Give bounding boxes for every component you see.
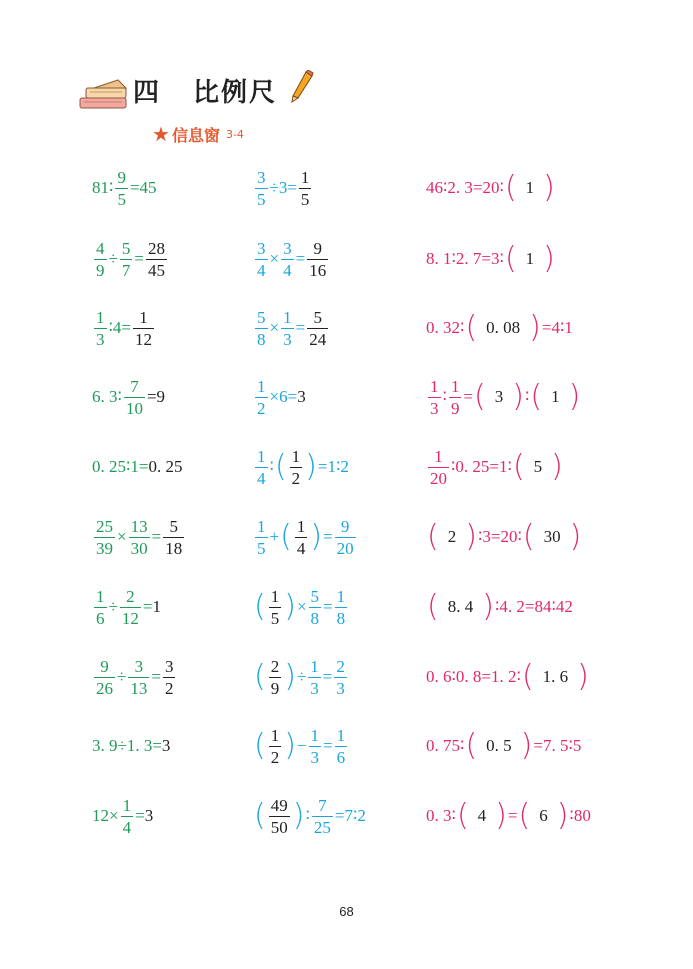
answer-value: 6 [539, 806, 548, 825]
denominator: 4 [257, 260, 266, 280]
denominator: 5 [300, 189, 310, 209]
fraction [124, 378, 145, 417]
bracket: ) [482, 589, 494, 624]
denominator: 4 [283, 260, 292, 280]
denominator: 10 [125, 398, 143, 418]
expression-text: 3 [161, 736, 171, 755]
exercise-10-c2 [253, 791, 366, 841]
pencil-icon [290, 70, 314, 104]
exercise-10-c1 [92, 791, 153, 841]
answer-value: 4 [477, 806, 487, 825]
denominator: 5 [270, 608, 280, 628]
expression-text: =4∶1 [541, 318, 573, 337]
numerator: 4 [96, 238, 105, 258]
fraction [449, 378, 462, 417]
denominator: 4 [296, 538, 306, 558]
numerator: 1 [257, 446, 266, 466]
exercise-8-c3 [426, 652, 590, 702]
bracket: ( [254, 659, 266, 694]
exercise-6-c1 [92, 512, 186, 562]
denominator: 3 [310, 678, 319, 698]
expression-text: × [296, 597, 307, 616]
denominator: 50 [270, 817, 288, 837]
bracket: ( [530, 379, 543, 414]
expression-text: ∶80 [569, 806, 591, 825]
expression-text: ∶ [442, 387, 447, 406]
exercise-6-c3 [426, 512, 582, 562]
numerator: 7 [318, 795, 327, 815]
fraction [163, 518, 184, 557]
fraction [299, 169, 312, 208]
bracket: ) [310, 519, 323, 554]
fraction [163, 658, 176, 697]
bracket: ) [512, 379, 524, 414]
denominator: 4 [257, 468, 266, 488]
bracket: ) [569, 519, 582, 554]
answer-value: 0. 08 [486, 318, 521, 337]
expression-text: ×6= [269, 387, 298, 406]
bracket: ( [274, 449, 287, 484]
denominator: 3 [336, 678, 345, 698]
chapter-header [78, 70, 338, 118]
expression-text: ∶4. 2=84∶42 [494, 597, 573, 616]
expression-text: ∶ [524, 387, 530, 406]
chapter-number: 四 [133, 78, 160, 108]
denominator: 13 [130, 678, 148, 698]
bracket: ) [292, 798, 305, 833]
denominator: 2 [164, 678, 174, 698]
expression-text: = [134, 249, 144, 268]
expression-text: =7∶2 [334, 806, 366, 825]
fraction [281, 240, 294, 279]
exercise-7-c3 [426, 582, 573, 632]
numerator: 28 [147, 238, 165, 258]
numerator: 49 [270, 795, 288, 815]
expression-text: = [135, 806, 145, 825]
numerator: 3 [164, 656, 174, 676]
bracket: ) [305, 449, 317, 484]
fraction [255, 169, 268, 208]
fraction [255, 448, 268, 487]
fraction [120, 240, 133, 279]
expression-text: + [269, 527, 280, 546]
fraction [255, 309, 268, 348]
denominator: 6 [336, 747, 346, 767]
expression-text: × [269, 318, 280, 337]
exercise-1-c2 [253, 163, 313, 213]
exercise-6-c2 [253, 512, 358, 562]
fraction [94, 309, 107, 348]
denominator: 3 [96, 329, 105, 349]
bracket: ) [529, 310, 541, 345]
expression-text: − [296, 736, 307, 755]
denominator: 8 [336, 608, 346, 628]
bracket: ( [518, 798, 531, 833]
numerator: 1 [310, 656, 319, 676]
numerator: 1 [430, 376, 439, 396]
denominator: 5 [257, 189, 266, 209]
answer-value: 0. 5 [486, 736, 512, 755]
expression-text: = [323, 597, 333, 616]
numerator: 7 [130, 376, 139, 396]
fraction [307, 309, 328, 348]
page-number: 68 [339, 904, 354, 919]
denominator: 2 [270, 747, 280, 767]
fraction [94, 518, 115, 557]
bracket: ) [520, 728, 533, 763]
fraction [307, 240, 328, 279]
fraction [335, 727, 348, 766]
denominator: 3 [430, 398, 439, 418]
answer-value: 5 [533, 457, 543, 476]
numerator: 9 [100, 656, 109, 676]
expression-text: = [507, 806, 518, 825]
exercise-4-c3 [426, 372, 581, 422]
fraction [335, 588, 348, 627]
bracket: ( [254, 798, 266, 833]
numerator: 1 [257, 516, 266, 536]
bracket: ) [284, 589, 296, 624]
numerator: 1 [96, 307, 105, 327]
bracket: ( [465, 728, 478, 763]
expression-text: = [295, 249, 306, 268]
numerator: 5 [257, 307, 266, 327]
denominator: 25 [313, 817, 331, 837]
expression-text: ∶ [269, 457, 274, 476]
numerator: 3 [134, 656, 144, 676]
fraction [120, 588, 141, 627]
expression-text: ÷ [108, 597, 118, 616]
section-number: 3-4 [225, 128, 244, 141]
denominator: 2 [291, 468, 301, 488]
fraction [335, 518, 356, 557]
exercise-7-c2 [253, 582, 349, 632]
exercise-4-c1 [92, 372, 165, 422]
expression-text: 8. 1∶2. 7=3∶ [426, 249, 504, 268]
bracket: ( [504, 170, 517, 205]
numerator: 1 [291, 446, 301, 466]
bracket: ( [427, 519, 439, 554]
expression-text: ∶0. 25=1∶ [451, 457, 512, 476]
exercise-4-c2 [253, 372, 306, 422]
expression-text: = [295, 318, 306, 337]
exercise-3-c2 [253, 303, 330, 353]
expression-text: 12× [92, 806, 119, 825]
numerator: 2 [270, 656, 280, 676]
denominator: 12 [121, 608, 139, 628]
expression-text: 0. 75∶ [426, 736, 465, 755]
numerator: 2 [336, 656, 345, 676]
fraction [428, 448, 449, 487]
exercise-3-c1 [92, 303, 156, 353]
numerator: 1 [257, 376, 266, 396]
exercise-5-c1 [92, 442, 183, 492]
denominator: 18 [165, 538, 183, 558]
expression-text: ∶3=20∶ [477, 527, 522, 546]
bracket: ) [577, 659, 589, 694]
denominator: 30 [130, 538, 148, 558]
expression-text: ∶ [305, 806, 310, 825]
expression-text: = [463, 387, 474, 406]
expression-text: =45 [129, 178, 157, 197]
fraction [269, 588, 282, 627]
expression-text: 3 [144, 806, 154, 825]
answer-value: 3 [494, 387, 504, 406]
denominator: 26 [96, 678, 113, 698]
bracket: ( [280, 519, 292, 554]
fraction [290, 448, 303, 487]
fraction [133, 309, 154, 348]
exercise-3-c3 [426, 303, 573, 353]
numerator: 1 [296, 516, 306, 536]
bracket: ( [512, 449, 525, 484]
denominator: 20 [430, 468, 447, 488]
fraction [269, 797, 290, 836]
fraction [121, 797, 134, 836]
fraction [312, 797, 333, 836]
expression-text: ÷ [108, 249, 118, 268]
exercise-5-c2 [253, 442, 349, 492]
fraction [146, 240, 167, 279]
fraction [309, 588, 322, 627]
answer-value: 1 [551, 387, 560, 406]
expression-text: 3 [297, 387, 306, 406]
expression-text: ∶4= [108, 318, 132, 337]
expression-text: = [322, 667, 333, 686]
numerator: 1 [270, 725, 280, 745]
denominator: 9 [270, 678, 280, 698]
denominator: 3 [283, 329, 292, 349]
exercise-2-c3 [426, 234, 556, 284]
fraction [308, 658, 321, 697]
fraction [334, 658, 347, 697]
denominator: 2 [257, 398, 266, 418]
bracket: ( [474, 379, 486, 414]
expression-text: =7. 5∶5 [533, 736, 582, 755]
numerator: 25 [96, 516, 113, 536]
numerator: 9 [340, 516, 350, 536]
numerator: 1 [336, 586, 346, 606]
denominator: 6 [96, 608, 105, 628]
denominator: 8 [257, 329, 266, 349]
section-title: 信息窗 [171, 126, 220, 145]
bracket: ( [504, 241, 517, 276]
numerator: 1 [300, 167, 310, 187]
expression-text: 3. 9÷1. 3= [92, 736, 162, 755]
denominator: 5 [257, 538, 266, 558]
fraction [295, 518, 308, 557]
exercise-2-c2 [253, 234, 330, 284]
numerator: 1 [434, 446, 443, 466]
exercise-8-c1 [92, 652, 177, 702]
denominator: 24 [309, 329, 327, 349]
denominator: 8 [310, 608, 320, 628]
bracket: ) [495, 798, 507, 833]
expression-text: 0. 25 [148, 457, 183, 476]
bracket: ( [427, 589, 439, 624]
answer-value: 1 [525, 249, 535, 268]
expression-text: × [269, 249, 280, 268]
expression-text: 6. 3∶ [92, 387, 122, 406]
numerator: 5 [121, 238, 131, 258]
numerator: 3 [257, 167, 266, 187]
expression-text: 1 [152, 597, 161, 616]
expression-text: =1∶2 [317, 457, 349, 476]
denominator: 7 [121, 260, 131, 280]
expression-text: = [142, 597, 153, 616]
numerator: 5 [310, 586, 320, 606]
expression-text: =9 [146, 387, 166, 406]
answer-value: 1. 6 [542, 667, 569, 686]
bracket: ) [284, 659, 296, 694]
exercise-1-c1 [92, 163, 157, 213]
exercise-1-c3 [426, 163, 556, 213]
denominator: 3 [310, 747, 320, 767]
exercise-5-c3 [426, 442, 564, 492]
numerator: 1 [450, 376, 460, 396]
numerator: 2 [126, 586, 135, 606]
numerator: 3 [257, 238, 266, 258]
bracket: ( [254, 728, 266, 763]
numerator: 1 [139, 307, 148, 327]
fraction [269, 727, 282, 766]
exercise-9-c2 [253, 721, 349, 771]
bracket: ) [568, 379, 581, 414]
numerator: 5 [169, 516, 178, 536]
numerator: 9 [117, 167, 126, 187]
expression-text: = [151, 527, 162, 546]
answer-value: 8. 4 [447, 597, 474, 616]
bracket: ) [543, 170, 555, 205]
section-subheader [152, 122, 244, 147]
fraction [309, 727, 322, 766]
fraction [269, 658, 282, 697]
fraction [94, 588, 107, 627]
exercise-7-c1 [92, 582, 161, 632]
answer-value: 30 [543, 527, 561, 546]
bracket: ) [465, 519, 477, 554]
denominator: 20 [336, 538, 354, 558]
fraction [255, 518, 268, 557]
denominator: 45 [147, 260, 165, 280]
numerator: 3 [283, 238, 292, 258]
numerator: 1 [96, 586, 105, 606]
answer-value: 2 [447, 527, 457, 546]
bracket: ) [543, 241, 555, 276]
chapter-title: 比例尺 [193, 78, 278, 108]
expression-text: ÷ [296, 667, 307, 686]
bracket: ( [521, 659, 534, 694]
denominator: 39 [96, 538, 113, 558]
exercise-9-c3 [426, 721, 581, 771]
denominator: 12 [135, 329, 153, 349]
expression-text: ÷ [117, 667, 127, 686]
expression-text: = [323, 736, 333, 755]
numerator: 1 [270, 586, 280, 606]
numerator: 1 [336, 725, 346, 745]
numerator: 1 [122, 795, 132, 815]
exercise-2-c1 [92, 234, 169, 284]
expression-text: 0. 25∶1= [92, 457, 149, 476]
expression-text: 0. 6∶0. 8=1. 2∶ [426, 667, 521, 686]
books-icon [78, 78, 130, 112]
answer-value: 1 [525, 178, 535, 197]
denominator: 4 [122, 817, 132, 837]
denominator: 16 [309, 260, 327, 280]
denominator: 9 [96, 260, 105, 280]
fraction [129, 518, 150, 557]
expression-text: 46∶2. 3=20∶ [426, 178, 504, 197]
numerator: 9 [313, 238, 322, 258]
expression-text: 0. 3∶ [426, 806, 456, 825]
denominator: 5 [117, 189, 126, 209]
expression-text: × [117, 527, 127, 546]
exercise-8-c2 [253, 652, 349, 702]
numerator: 1 [310, 725, 320, 745]
fraction [255, 240, 268, 279]
bracket: ) [556, 798, 569, 833]
expression-text: 0. 32∶ [426, 318, 465, 337]
bracket: ( [465, 310, 478, 345]
expression-text: 81∶ [92, 178, 114, 197]
numerator: 13 [130, 516, 148, 536]
expression-text: = [151, 667, 161, 686]
fraction [94, 658, 115, 697]
fraction [115, 169, 128, 208]
exercise-10-c3 [426, 791, 591, 841]
denominator: 9 [450, 398, 460, 418]
exercise-9-c1 [92, 721, 170, 771]
bracket: ( [456, 798, 469, 833]
fraction [255, 378, 268, 417]
fraction [281, 309, 294, 348]
numerator: 1 [283, 307, 292, 327]
fraction [428, 378, 441, 417]
bracket: ( [522, 519, 535, 554]
star-icon: ★ [152, 124, 170, 146]
fraction [94, 240, 107, 279]
bracket: ( [254, 589, 266, 624]
expression-text: = [323, 527, 333, 546]
bracket: ) [284, 728, 296, 763]
fraction [128, 658, 149, 697]
numerator: 5 [313, 307, 322, 327]
expression-text: ÷3= [269, 178, 297, 197]
bracket: ) [551, 449, 563, 484]
